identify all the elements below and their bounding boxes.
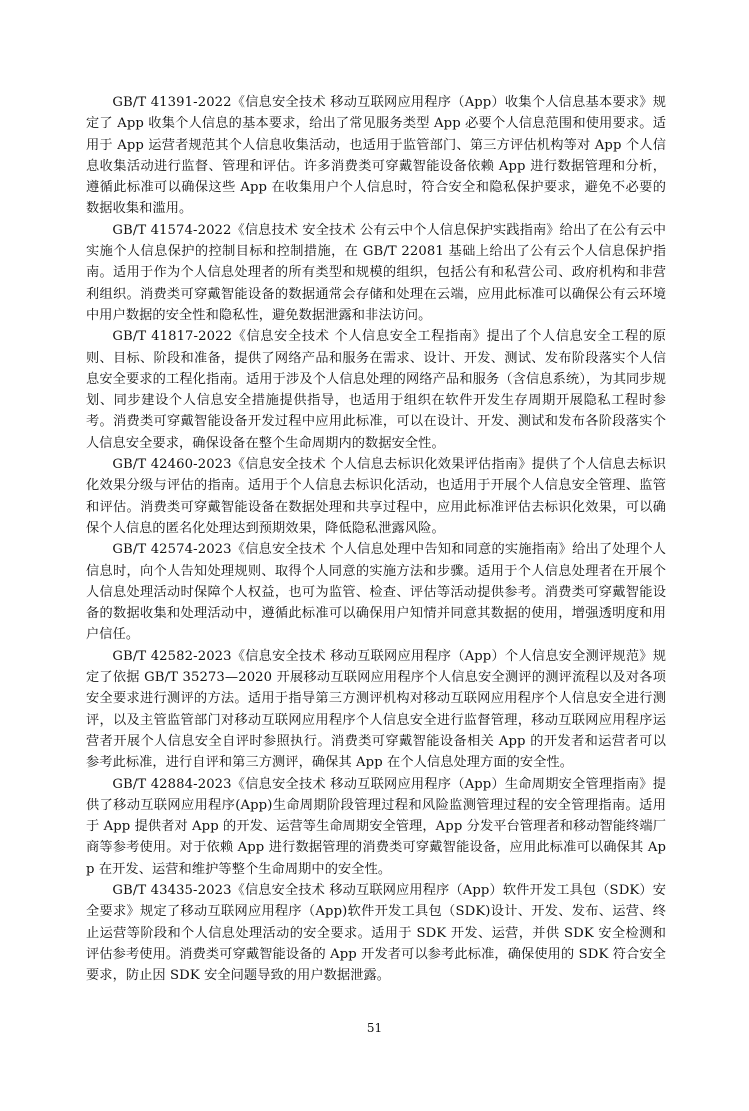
paragraph-gbt-42574: GB/T 42574-2023《信息安全技术 个人信息处理中告知和同意的实施指南》给出了处理个人信息时，向个人告知处理规则、取得个人同意的实施方法和步骤。适用于个人信息处理者在开展个人信息处理活动时保障个人权益，也可为监管、检查、评估等活动提供参考。消费类可穿戴智能设备的数据收集和处理活动中，遵循此标准可以确保用户知情并同意其数据的使用，增强透明度和用户信任。 [86, 542, 666, 643]
paragraph-gbt-42884: GB/T 42884-2023《信息安全技术 移动互联网应用程序（App）生命周期安全管理指南》提供了移动互联网应用程序(App)生命周期阶段管理过程和风险监测管理过程的安全管理指南。适用于 App 提供者对 App 的开发、运营等生命周期安全管理，App 分发平台管理者和移动智能终端厂商等参考使用。对于依赖 App 进行数据管理的消费类可穿戴智能设备，应用此标准可以确保其 App 在开发、运营和维护等整个生命周期中的安全性。 [86, 776, 666, 877]
paragraph-gbt-43435: GB/T 43435-2023《信息安全技术 移动互联网应用程序（App）软件开发工具包（SDK）安全要求》规定了移动互联网应用程序（App)软件开发工具包（SDK)设计、开发、发布、运营、终止运营等阶段和个人信息处理活动的安全要求。适用于 SDK 开发、运营，并供 SDK 安全检测和评估参考使用。消费类可穿戴智能设备的 App 开发者可以参考此标准，确保使用的 SDK 符合安全要求，防止因 SDK 安全问题导致的用户数据泄露。 [86, 882, 666, 984]
paragraph-gbt-42460: GB/T 42460-2023《信息安全技术 个人信息去标识化效果评估指南》提供了个人信息去标识化效果分级与评估的指南。适用于个人信息去标识化活动，也适用于开展个人信息安全管理、监管和评估。消费类可穿戴智能设备在数据处理和共享过程中，应用此标准评估去标识化效果，可以确保个人信息的匿名化处理达到预期效果，降低隐私泄露风险。 [86, 457, 666, 536]
paragraph-gbt-41817: GB/T 41817-2022《信息安全技术 个人信息安全工程指南》提出了个人信息安全工程的原则、目标、阶段和准备，提供了网络产品和服务在需求、设计、开发、测试、发布阶段落实个人信息安全要求的工程化指南。适用于涉及个人信息处理的网络产品和服务（含信息系统），为其同步规划、同步建设个人信息安全措施提供指导，也适用于组织在软件开发生存周期开展隐私工程时参考。消费类可穿戴智能设备开发过程中应用此标准，可以在设计、开发、测试和发布各阶段落实个人信息安全要求，确保设备在整个生命周期内的数据安全性。 [86, 329, 666, 451]
body-text [86, 92, 666, 986]
page-number: 51 [366, 1021, 383, 1035]
paragraph-gbt-41391: GB/T 41391-2022《信息安全技术 移动互联网应用程序（App）收集个人信息基本要求》规定了 App 收集个人信息的基本要求，给出了常见服务类型 App 必要个人信息范围和使用要求。适用于 App 运营者规范其个人信息收集活动，也适用于监管部门、第三方评估机构等对 App 个人信息收集活动进行监督、管理和评估。许多消费类可穿戴智能设备依赖 App 进行数据管理和分析，遵循此标准可以确保这些 App 在收集用户个人信息时，符合安全和隐私保护要求，避免不必要的数据收集和滥用。 [86, 95, 666, 217]
paragraph-gbt-41574: GB/T 41574-2022《信息技术 安全技术 公有云中个人信息保护实践指南》给出了在公有云中实施个人信息保护的控制目标和控制措施，在 GB/T 22081 基础上给出了公有云个人信息保护指南。适用于作为个人信息处理者的所有类型和规模的组织，包括公有和私营公司、政府机构和非营利组织。消费类可穿戴智能设备的数据通常会存储和处理在云端，应用此标准可以确保公有云环境中用户数据的安全性和隐私性，避免数据泄露和非法访问。 [86, 222, 666, 323]
paragraph-gbt-42582: GB/T 42582-2023《信息安全技术 移动互联网应用程序（App）个人信息安全测评规范》规定了依据 GB/T 35273—2020 开展移动互联网应用程序个人信息安全测评的测评流程以及对各项安全要求进行测评的方法。适用于指导第三方测评机构对移动互联网应用程序个人信息安全进行测评，以及主管监管部门对移动互联网应用程序个人信息安全进行监督管理，移动互联网应用程序运营者开展个人信息安全自评时参照执行。消费类可穿戴智能设备相关 App 的开发者和运营者可以参考此标准，进行自评和第三方测评，确保其 App 在个人信息处理方面的安全性。 [86, 648, 666, 771]
